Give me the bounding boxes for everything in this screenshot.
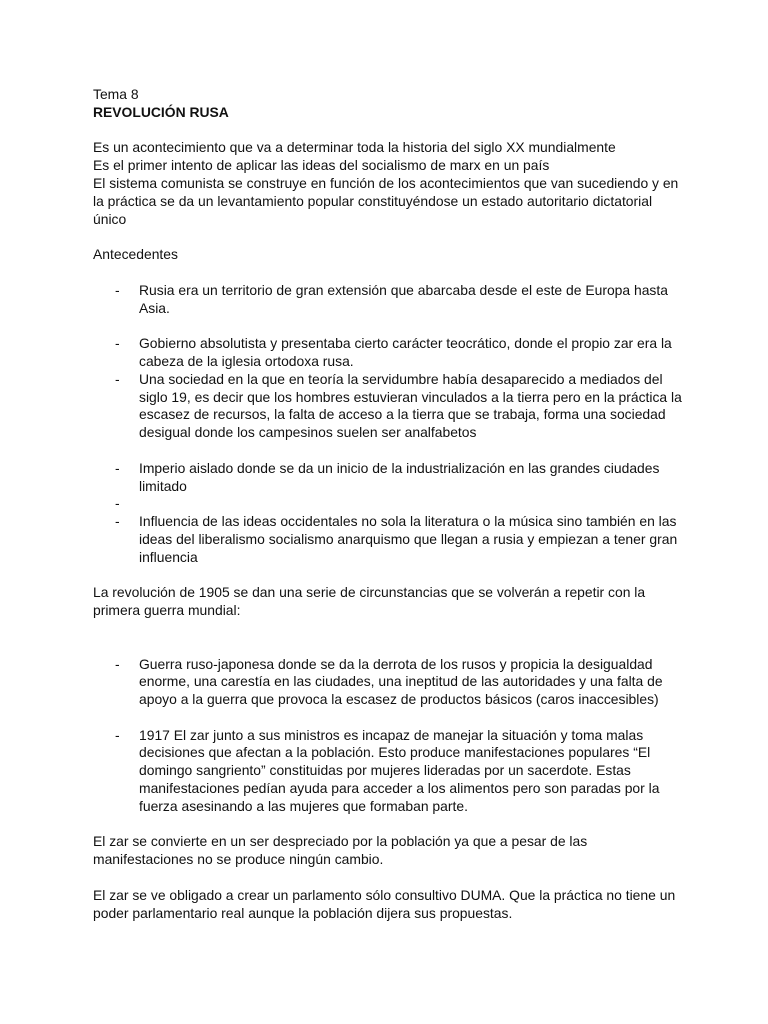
document-body — [93, 86, 683, 922]
list-bullet: - — [115, 495, 120, 512]
list-item-text: Influencia de las ideas occidentales no sola la literatura o la música sino también en las ideas del liberalismo socialismo anarquismo que llegan a rusia y empiezan a tener gran influencia — [139, 513, 678, 565]
list-item — [93, 460, 683, 496]
document-title: REVOLUCIÓN RUSA — [93, 103, 229, 120]
list-item — [93, 282, 683, 318]
list-bullet: - — [115, 655, 120, 672]
intro-paragraph-1: Es un acontecimiento que va a determinar toda la historia del siglo XX mundialmente — [93, 139, 616, 156]
list-item-text: Imperio aislado donde se da un inicio de la industrialización en las grandes ciudades limitado — [139, 459, 660, 494]
revolution-1905-intro: La revolución de 1905 se dan una serie de circunstancias que se volverán a repetir con la primera guerra mundial: — [93, 584, 646, 619]
list-item-text: 1917 El zar junto a sus ministros es incapaz de manejar la situación y toma malas decisiones que afectan a la población. Esto produce manifestaciones populares “El domingo sangriento” constituidas por mujeres lideradas por un sacerdote. Estas manifestaciones pedían ayuda para acceder a los alimentos pero son paradas por la fuerza asesinando a las mujeres que formaban parte. — [139, 726, 660, 814]
list-item-text: Guerra ruso-japonesa donde se da la derrota de los rusos y propicia la desigualdad enorme, una carestía en las ciudades, una ineptitud de las autoridades y una falta de apoyo a la guerra que provoca la escasez de productos básicos (caros inaccesibles) — [139, 655, 663, 708]
list-item — [93, 513, 683, 566]
section-heading-antecedentes: Antecedentes — [93, 246, 178, 263]
list-item-text: Rusia era un territorio de gran extensión que abarcaba desde el este de Europa hasta Asia. — [139, 281, 668, 316]
list-bullet: - — [115, 281, 120, 298]
list-bullet: - — [115, 459, 120, 476]
closing-paragraph-1: El zar se convierte en un ser despreciado por la población ya que a pesar de las manifestaciones no se produce ningún cambio. — [93, 833, 588, 868]
topic-label: Tema 8 — [93, 86, 139, 102]
list-bullet: - — [115, 726, 120, 743]
list-item — [93, 335, 683, 371]
list-bullet: - — [115, 335, 120, 352]
list-bullet: - — [115, 513, 120, 530]
intro-paragraph-2: Es el primer intento de aplicar las ideas del socialismo de marx en un país — [93, 157, 550, 174]
closing-paragraph-2: El zar se ve obligado a crear un parlamento sólo consultivo DUMA. Que la práctica no tiene un poder parlamentario real aunque la población dijera sus propuestas. — [93, 886, 676, 921]
intro-paragraph-3: El sistema comunista se construye en función de los acontecimientos que van sucediendo y en la práctica se da un levantamiento popular constituyéndose un estado autoritario dictatorial único — [93, 174, 679, 227]
list-item — [93, 727, 683, 816]
list-item-empty — [93, 495, 683, 513]
list-item-text: Gobierno absolutista y presentaba cierto carácter teocrático, donde el propio zar era la cabeza de la iglesia ortodoxa rusa. — [139, 335, 672, 369]
list-bullet: - — [115, 370, 120, 387]
list-item-text: Una sociedad en la que en teoría la servidumbre había desaparecido a mediados del siglo 19, es decir que los hombres estuvieran vinculados a la tierra pero en la práctica la escasez de recursos, la falta de acceso a la tierra que se trabaja, forma una sociedad desigual donde los campesinos suelen ser analfabetos — [139, 370, 682, 441]
list-item — [93, 371, 683, 442]
list-item — [93, 656, 683, 709]
